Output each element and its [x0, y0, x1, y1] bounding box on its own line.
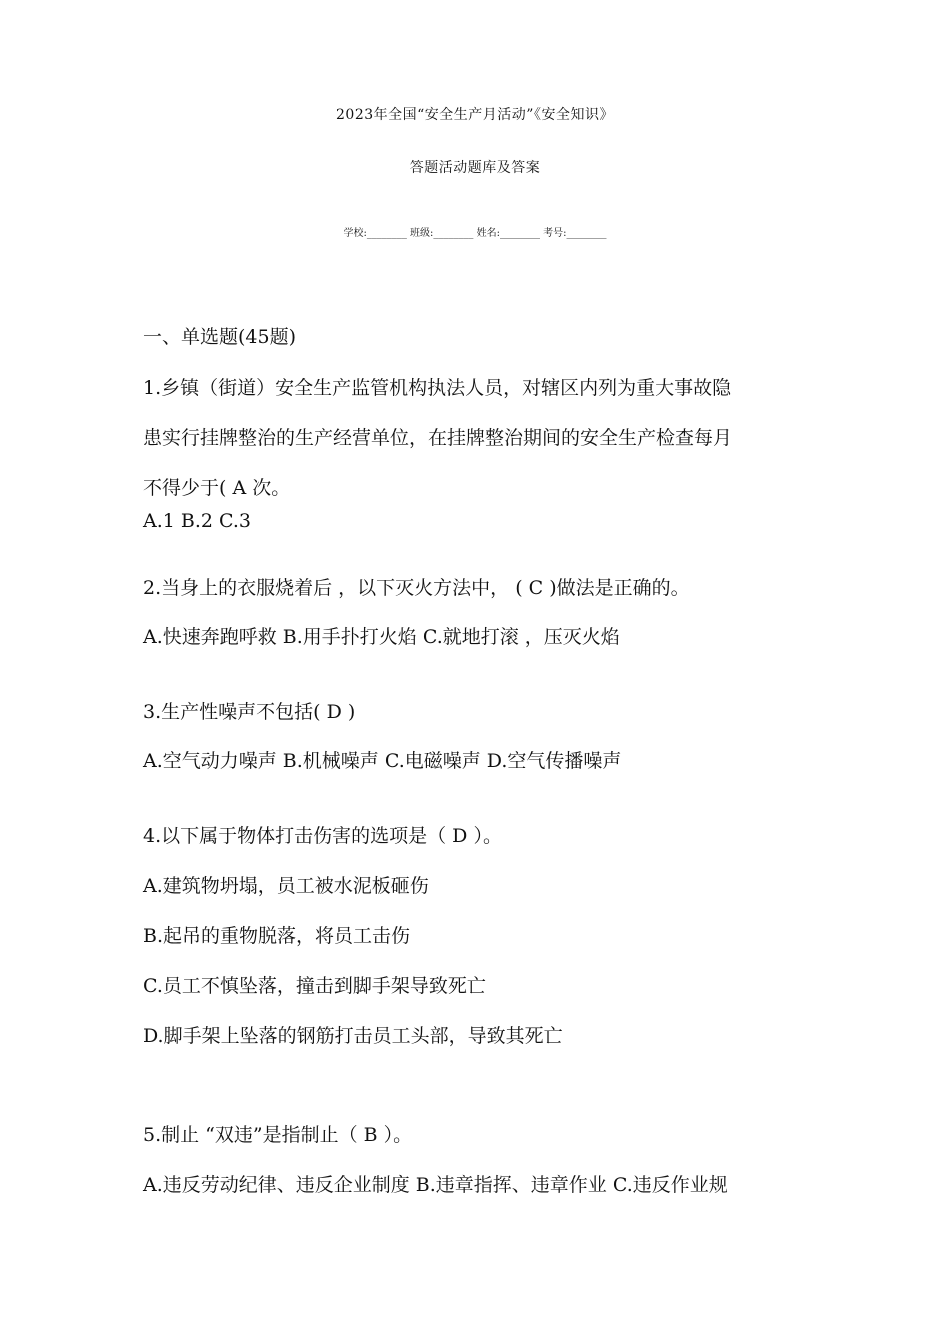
q4-option-b: B.起吊的重物脱落，将员工击伤 — [143, 925, 411, 947]
document-title-line1: 2023年全国“安全生产月活动”《安全知识》 — [336, 107, 614, 123]
q5-options: A.违反劳动纪律、违反企业制度 B.违章指挥、违章作业 C.违反作业规 — [143, 1174, 728, 1196]
q4-option-c: C.员工不慎坠落，撞击到脚手架导致死亡 — [143, 975, 486, 997]
q4-option-a: A.建筑物坍塌，员工被水泥板砸伤 — [143, 875, 429, 897]
q4-stem: 4.以下属于物体打击伤害的选项是（ D ）。 — [143, 825, 502, 847]
q3-options: A.空气动力噪声 B.机械噪声 C.电磁噪声 D.空气传播噪声 — [143, 750, 622, 772]
document-title-line2: 答题活动题库及答案 — [409, 160, 541, 176]
q2-stem: 2.当身上的衣服烧着后 ，以下灭火方法中， ( C )做法是正确的。 — [143, 577, 690, 599]
q4-option-d: D.脚手架上坠落的钢筋打击员工头部，导致其死亡 — [143, 1025, 563, 1047]
q1-options: A.1 B.2 C.3 — [143, 510, 252, 532]
student-info-line: 学校:________ 班级:________ 姓名:________ 考号:________ — [343, 228, 607, 239]
q1-stem-line1: 1.乡镇（街道）安全生产监管机构执法人员，对辖区内列为重大事故隐 — [143, 377, 732, 399]
q5-stem: 5.制止 “双违”是指制止（ B ）。 — [143, 1124, 413, 1146]
q2-options: A.快速奔跑呼救 B.用手扑打火焰 C.就地打滚 ，压灭火焰 — [143, 626, 620, 648]
q3-stem: 3.生产性噪声不包括( D ) — [143, 701, 356, 723]
q1-stem-line3: 不得少于( A 次。 — [143, 477, 291, 499]
section-heading: 一、单选题(45题) — [143, 326, 297, 348]
q1-stem-line2: 患实行挂牌整治的生产经营单位，在挂牌整治期间的安全生产检查每月 — [143, 427, 733, 449]
